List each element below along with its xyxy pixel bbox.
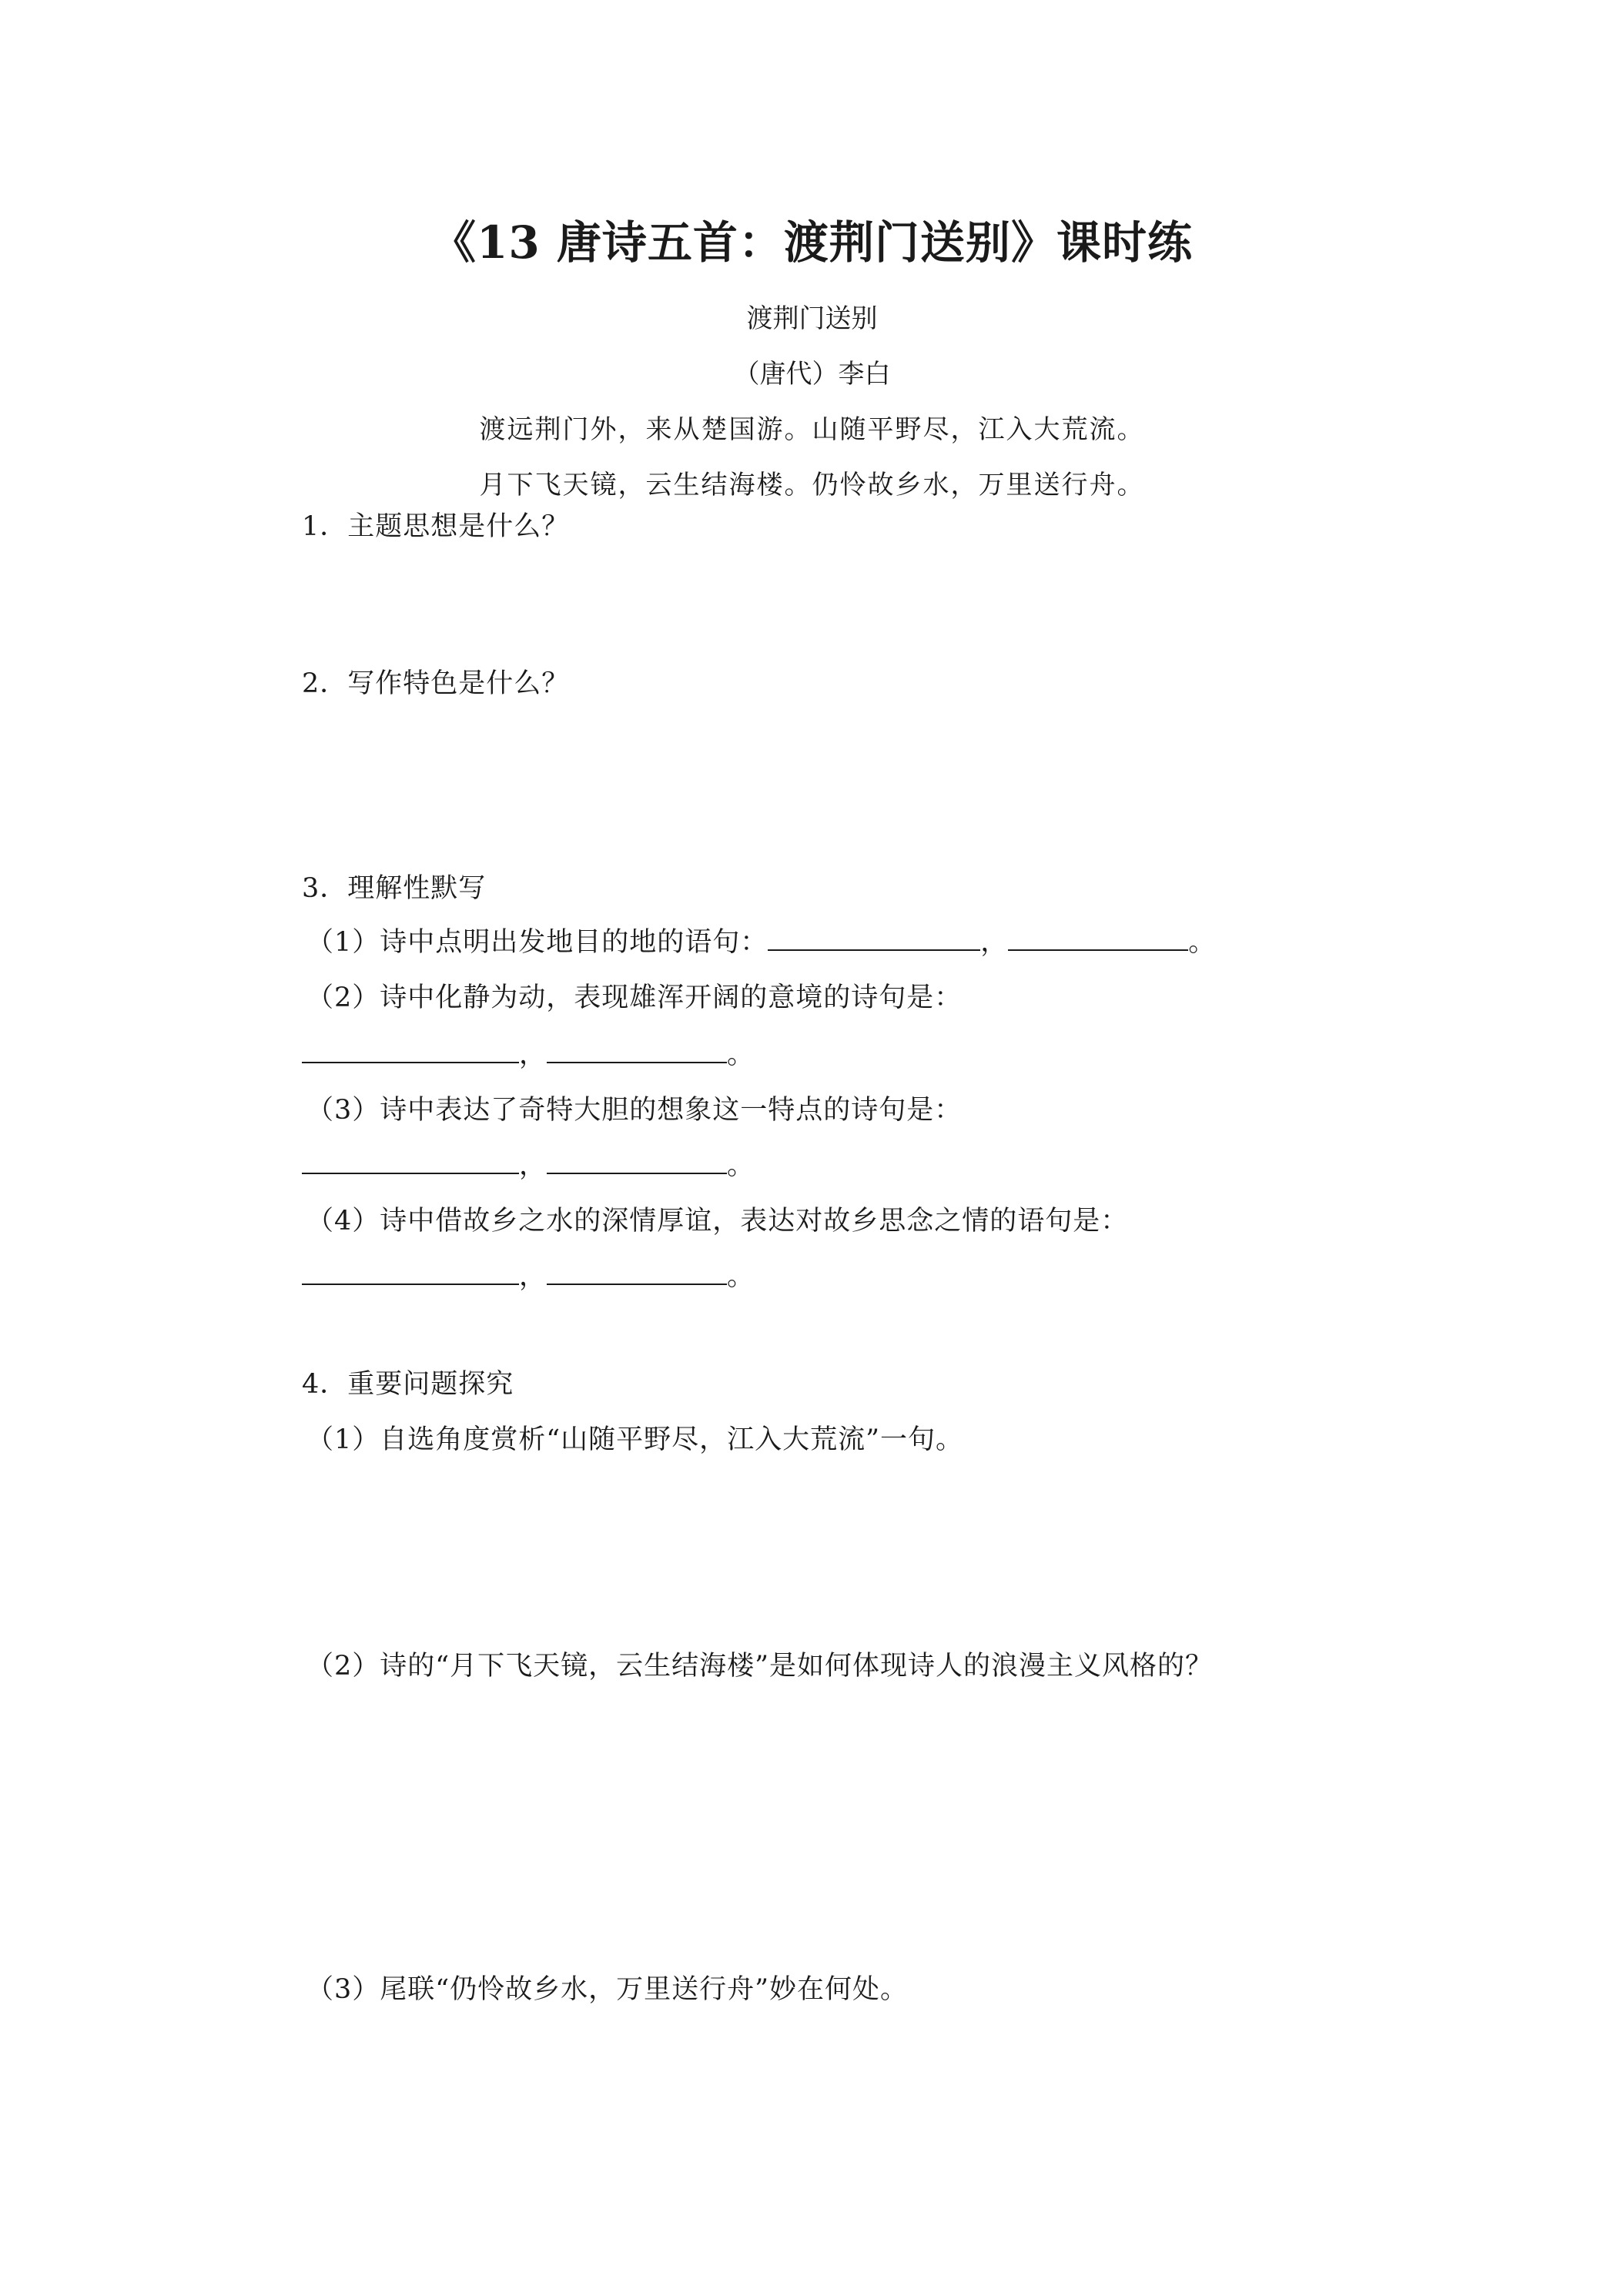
blank-end: 。 <box>727 1039 755 1070</box>
question-2: 2．写作特色是什么？ <box>302 668 570 699</box>
question-4-item-2: （2）诗的“月下飞天镜，云生结海楼”是如何体现诗人的浪漫主义风格的？ <box>306 1651 1214 1682</box>
answer-blank[interactable] <box>547 1150 727 1174</box>
question-4-item-1: （1）自选角度赏析“山随平野尽，江入大荒流”一句。 <box>306 1424 964 1455</box>
question-3-item-2: （2）诗中化静为动，表现雄浑开阔的意境的诗句是： <box>306 982 963 1013</box>
question-4-item-3: （3）尾联“仍怜故乡水，万里送行舟”妙在何处。 <box>306 1974 909 2005</box>
question-4-heading: 4．重要问题探究 <box>302 1369 514 1400</box>
question-3-item-4: （4）诗中借故乡之水的深情厚谊，表达对故乡思念之情的语句是： <box>306 1206 1129 1237</box>
blank-end: 。 <box>727 1261 755 1292</box>
answer-blank[interactable] <box>302 1150 519 1174</box>
answer-blank[interactable] <box>302 1039 519 1063</box>
blank-separator: ， <box>519 1039 547 1070</box>
question-3-item-1 <box>306 921 1216 959</box>
question-3-item-1-prompt: （1）诗中点明出发地目的地的语句： <box>306 927 768 958</box>
poem-author: （唐代）李白 <box>733 359 891 390</box>
blank-separator: ， <box>980 927 1009 958</box>
question-3-item-4-answer <box>302 1255 755 1294</box>
answer-blank[interactable] <box>302 1260 519 1285</box>
blank-end: 。 <box>727 1150 755 1181</box>
question-3-heading: 3．理解性默写 <box>302 873 487 904</box>
answer-blank[interactable] <box>547 1260 727 1285</box>
answer-blank[interactable] <box>547 1039 727 1063</box>
blank-separator: ， <box>519 1150 547 1181</box>
question-1: 1．主题思想是什么？ <box>302 511 570 542</box>
blank-separator: ， <box>519 1261 547 1292</box>
question-3-item-3-answer <box>302 1144 755 1183</box>
poem-line-2: 月下飞天镜，云生结海楼。仍怜故乡水，万里送行舟。 <box>479 470 1145 500</box>
answer-blank[interactable] <box>1008 926 1188 951</box>
worksheet-title: 《13 唐诗五首：渡荆门送别》课时练 <box>431 216 1193 269</box>
poem-title: 渡荆门送别 <box>746 303 878 334</box>
answer-blank[interactable] <box>768 926 980 951</box>
question-3-item-2-answer <box>302 1033 755 1072</box>
question-3-item-3: （3）诗中表达了奇特大胆的想象这一特点的诗句是： <box>306 1095 963 1126</box>
poem-line-1: 渡远荆门外，来从楚国游。山随平野尽，江入大荒流。 <box>479 414 1145 445</box>
blank-end: 。 <box>1188 927 1217 958</box>
